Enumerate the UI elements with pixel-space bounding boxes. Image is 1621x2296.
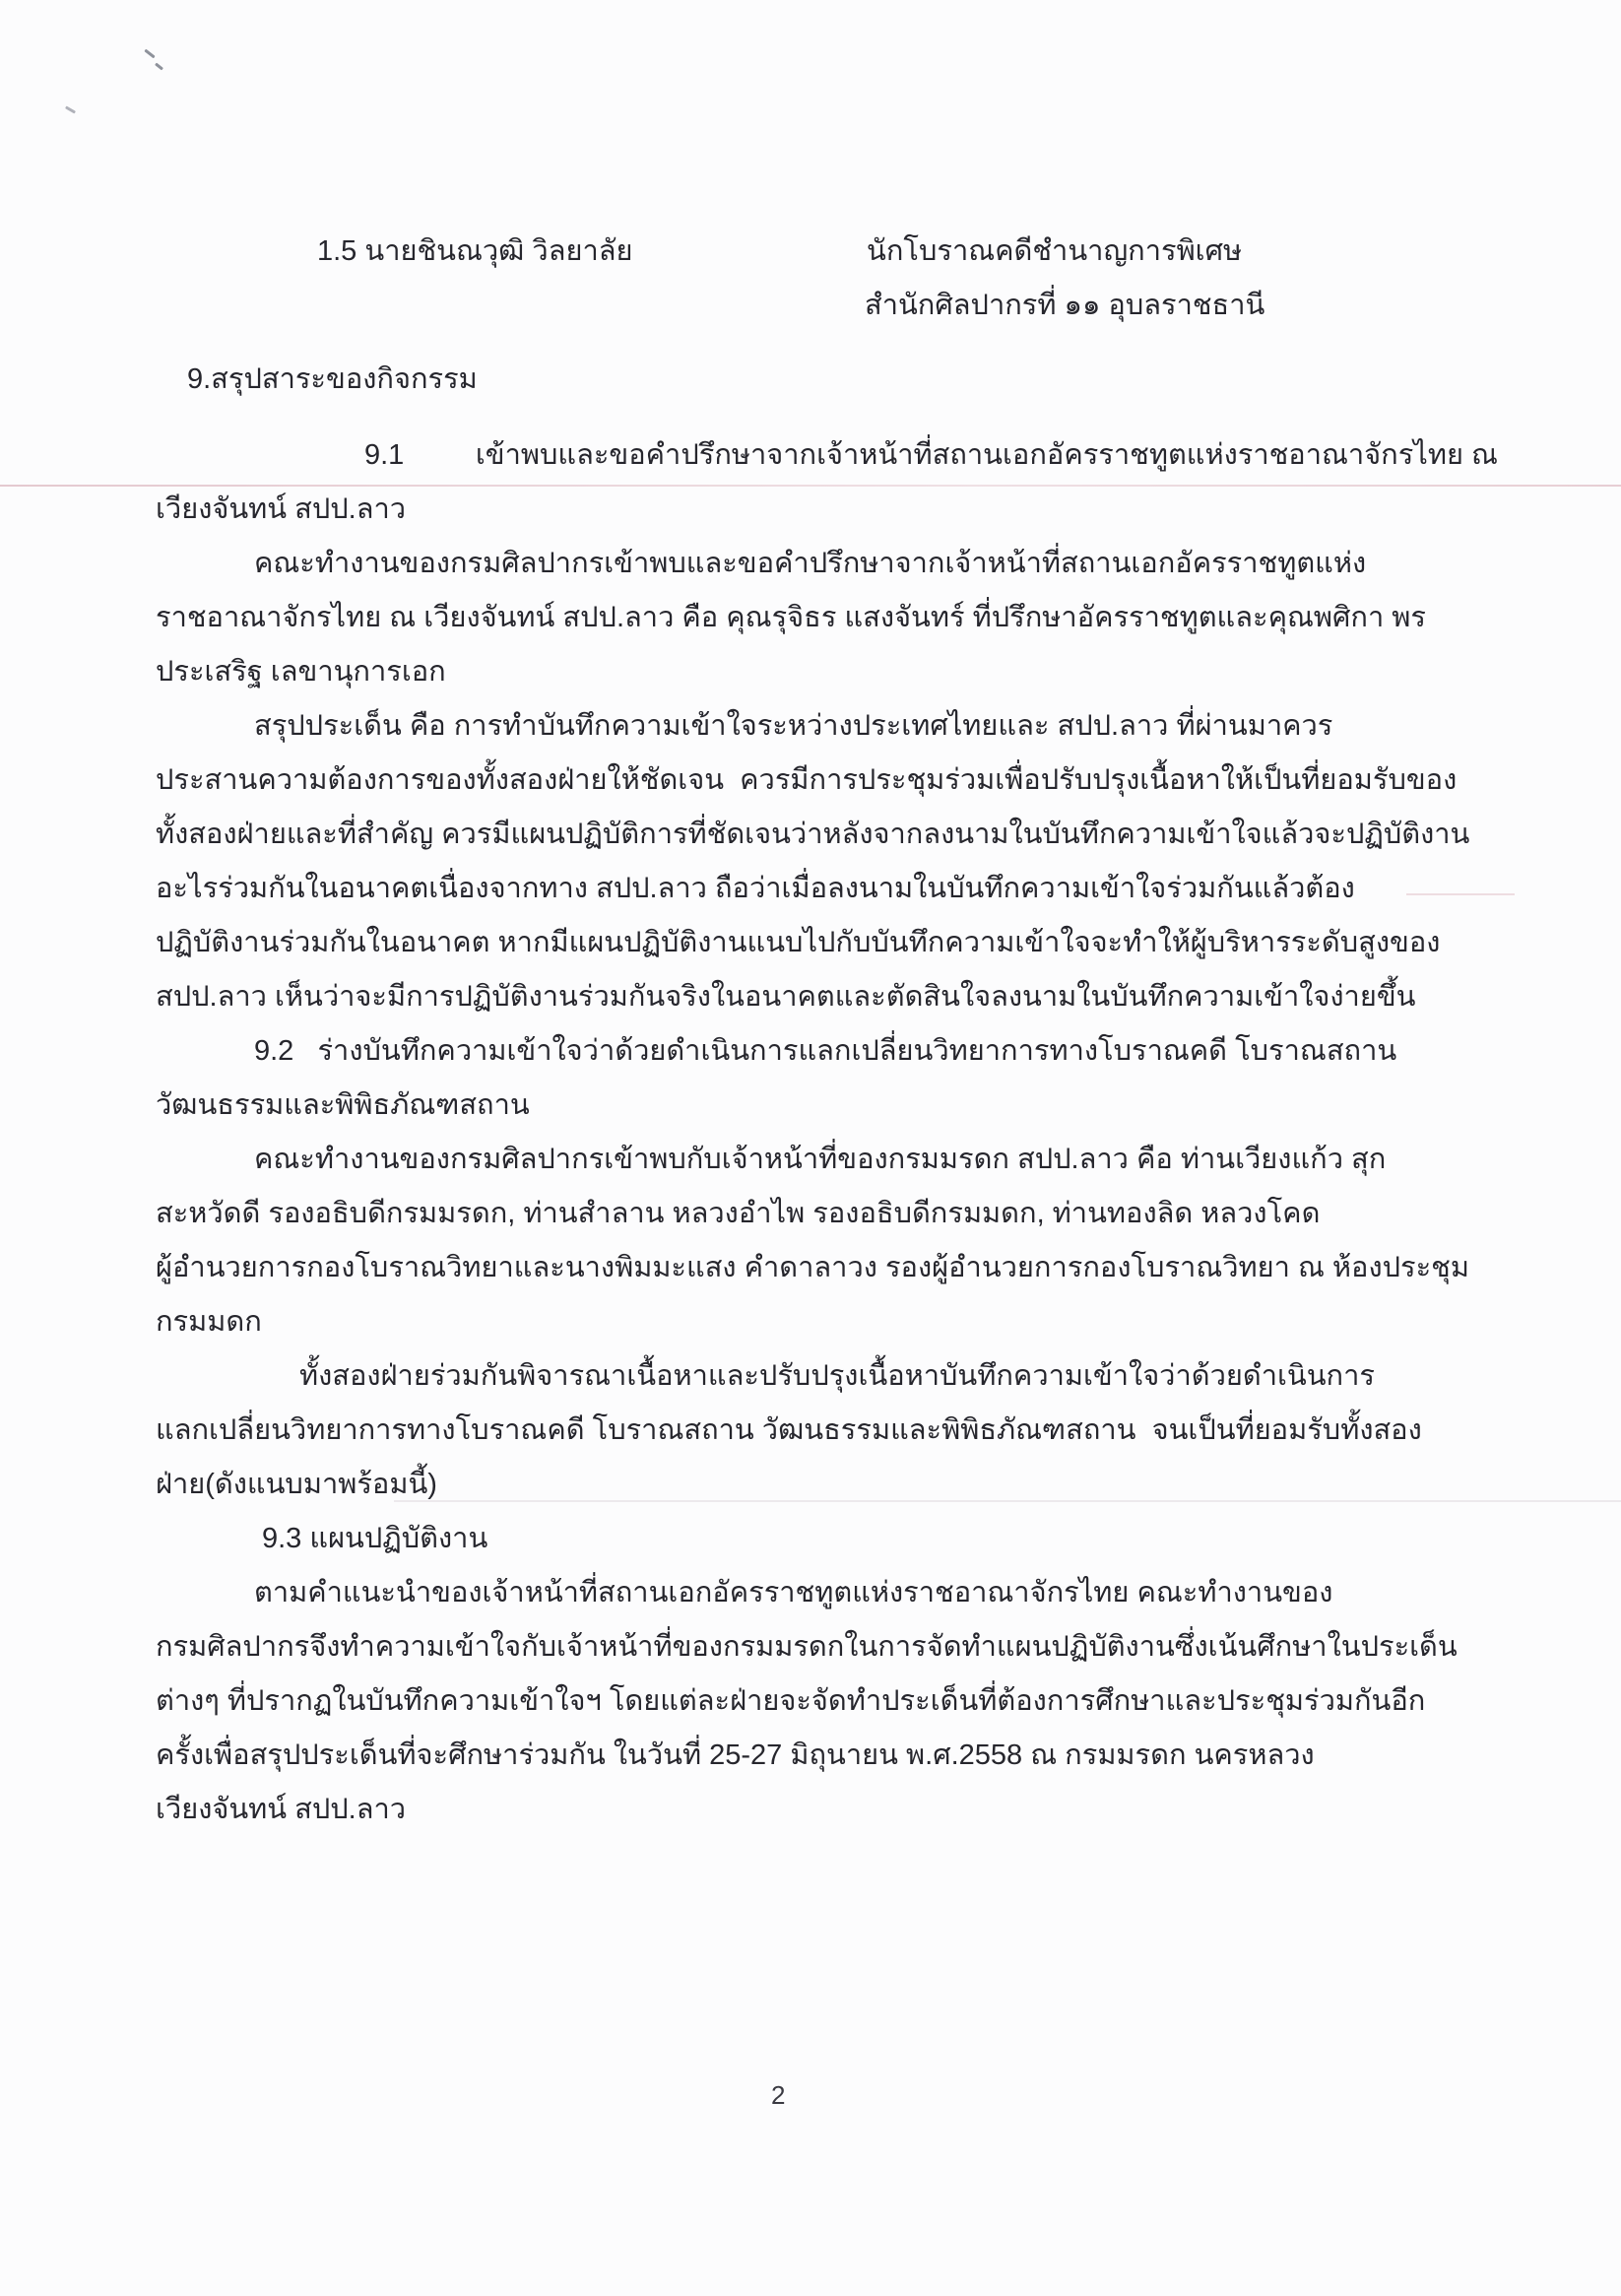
text-line: เวียงจันทน์ สปป.ลาว: [156, 493, 407, 525]
text-line: ทั้งสองฝ่ายร่วมกันพิจารณาเนื้อหาและปรับปรุงเนื้อหาบันทึกความเข้าใจว่าด้วยดำเนินการ: [299, 1360, 1375, 1392]
header-entry-name: 1.5 นายชินณวุฒิ วิลยาลัย: [317, 235, 633, 267]
text-line: ประสานความต้องการของทั้งสองฝ่ายให้ชัดเจน ควรมีการประชุมร่วมเพื่อปรับปรุงเนื้อหาให้เป็นที่ยอมรับของ: [156, 764, 1458, 796]
scan-speck: [144, 49, 155, 59]
text-line: ฝ่าย(ดังแนบมาพร้อมนี้): [156, 1469, 437, 1500]
text-line: ราชอาณาจักรไทย ณ เวียงจันทน์ สปป.ลาว คือ คุณรุจิธร แสงจันทร์ ที่ปรึกษาอัครราชทูตและคุณพศิกา พร: [156, 602, 1427, 633]
text-line: 9.1 เข้าพบและขอคำปรึกษาจากเจ้าหน้าที่สถานเอกอัครราชทูตแห่งราชอาณาจักรไทย ณ: [364, 439, 1498, 471]
scan-speck: [155, 63, 163, 71]
text-line: ปฏิบัติงานร่วมกันในอนาคต หากมีแผนปฏิบัติงานแนบไปกับบันทึกความเข้าใจจะทำให้ผู้บริหารระดับสูงของ: [156, 927, 1441, 958]
text-line: สะหวัดดี รองอธิบดีกรมมรดก, ท่านสำลาน หลวงอำไพ รองอธิบดีกรมมดก, ท่านทองลิด หลวงโคด: [156, 1198, 1321, 1229]
text-line: ผู้อำนวยการกองโบราณวิทยาและนางพิมมะแสง คำดาลาวง รองผู้อำนวยการกองโบราณวิทยา ณ ห้องประชุม: [156, 1252, 1469, 1283]
text-line: ครั้งเพื่อสรุปประเด็นที่จะศึกษาร่วมกัน ในวันที่ 25-27 มิถุนายน พ.ศ.2558 ณ กรมมรดก นครหลวง: [156, 1739, 1315, 1771]
text-line: ตามคำแนะนำของเจ้าหน้าที่สถานเอกอัครราชทูตแห่งราชอาณาจักรไทย คณะทำงานของ: [254, 1577, 1333, 1608]
text-line: อะไรร่วมกันในอนาคตเนื่องจากทาง สปป.ลาว ถือว่าเมื่อลงนามในบันทึกความเข้าใจร่วมกันแล้วต้อง: [156, 873, 1355, 904]
header-position-title: นักโบราณคดีชำนาญการพิเศษ: [867, 235, 1243, 267]
text-line: 9.3 แผนปฏิบัติงาน: [262, 1523, 488, 1554]
text-line: สปป.ลาว เห็นว่าจะมีการปฏิบัติงานร่วมกันจริงในอนาคตและตัดสินใจลงนามในบันทึกความเข้าใจง่ายขึ้น: [156, 981, 1416, 1013]
text-line: ต่างๆ ที่ปรากฏในบันทึกความเข้าใจฯ โดยแต่ละฝ่ายจะจัดทำประเด็นที่ต้องการศึกษาและประชุมร่วมกันอีก: [156, 1685, 1426, 1717]
section-heading: 9.สรุปสาระของกิจกรรม: [187, 363, 478, 395]
document-body: [156, 428, 1515, 1837]
text-line: สรุปประเด็น คือ การทำบันทึกความเข้าใจระหว่างประเทศไทยและ สปป.ลาว ที่ผ่านมาควร: [254, 710, 1333, 742]
text-line: เวียงจันทน์ สปป.ลาว: [156, 1794, 407, 1825]
text-line: วัฒนธรรมและพิพิธภัณฑสถาน: [156, 1089, 530, 1121]
text-line: แลกเปลี่ยนวิทยาการทางโบราณคดี โบราณสถาน วัฒนธรรมและพิพิธภัณฑสถาน จนเป็นที่ยอมรับทั้งสอง: [156, 1414, 1422, 1446]
text-line: คณะทำงานของกรมศิลปากรเข้าพบกับเจ้าหน้าที่ของกรมมรดก สปป.ลาว คือ ท่านเวียงแก้ว สุก: [254, 1144, 1387, 1175]
text-line: ประเสริฐ เลขานุการเอก: [156, 656, 446, 688]
scan-speck: [65, 105, 76, 113]
text-line: คณะทำงานของกรมศิลปากรเข้าพบและขอคำปรึกษาจากเจ้าหน้าที่สถานเอกอัครราชทูตแห่ง: [254, 548, 1367, 579]
text-line: กรมมดก: [156, 1306, 262, 1338]
text-line: 9.2 ร่างบันทึกความเข้าใจว่าด้วยดำเนินการแลกเปลี่ยนวิทยาการทางโบราณคดี โบราณสถาน: [254, 1035, 1397, 1067]
header-office-name: สำนักศิลปากรที่ ๑๑ อุบลราชธานี: [865, 290, 1265, 321]
page-number: 2: [771, 2080, 786, 2110]
text-line: ทั้งสองฝ่ายและที่สำคัญ ควรมีแผนปฏิบัติการที่ชัดเจนว่าหลังจากลงนามในบันทึกความเข้าใจแล้วจะปฏิบัติงาน: [156, 819, 1470, 850]
text-line: กรมศิลปากรจึงทำความเข้าใจกับเจ้าหน้าที่ของกรมมรดกในการจัดทำแผนปฏิบัติงานซึ่งเน้นศึกษาในประเด็น: [156, 1631, 1458, 1663]
